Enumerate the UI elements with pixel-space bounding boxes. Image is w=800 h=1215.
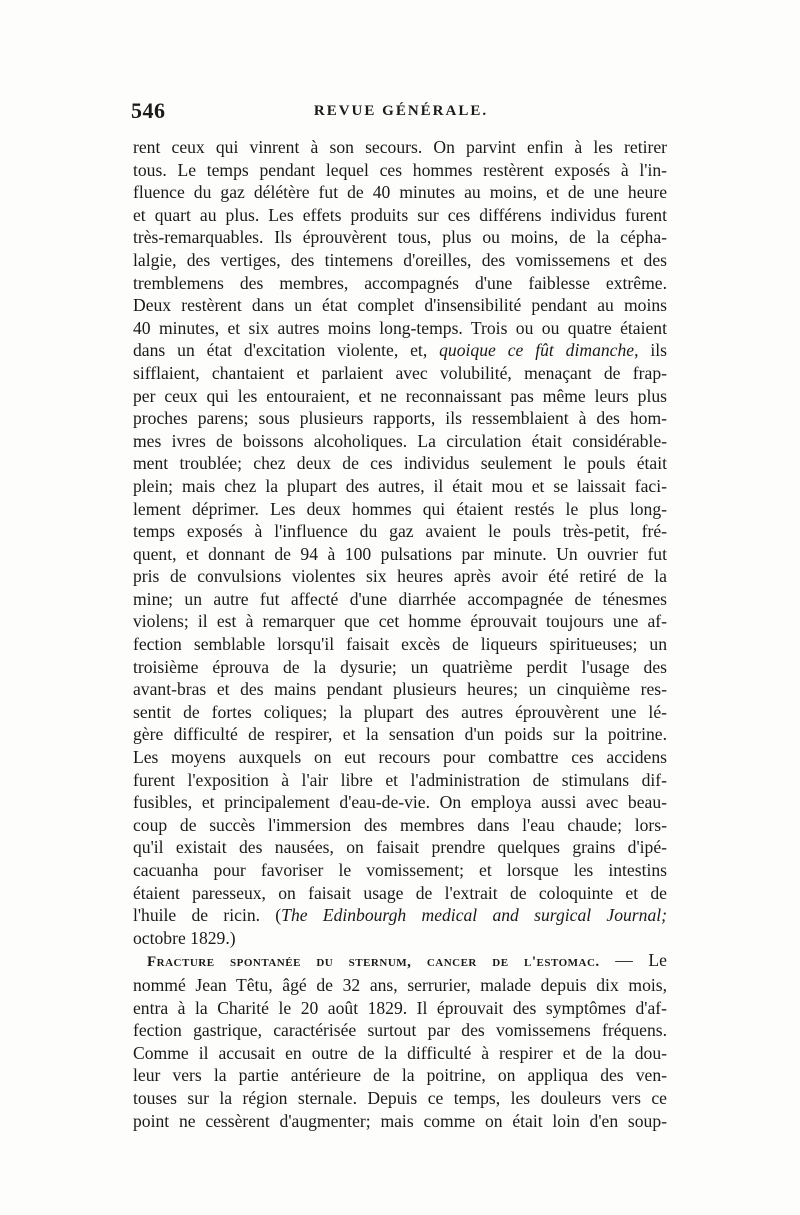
- text-line: temps exposés à l'influence du gaz avaient le pouls très-petit, fré-: [133, 521, 667, 542]
- text-line: fluence du gaz délétère fut de 40 minutes au moins, et de une heure: [133, 182, 667, 203]
- text-segment: — Le: [599, 950, 667, 971]
- text-line: 40 minutes, et six autres moins long-temps. Trois ou ou quatre étaient: [133, 317, 667, 338]
- text-line: tous. Le temps pendant lequel ces hommes restèrent exposés à l'in-: [133, 159, 667, 180]
- text-line: gère difficulté de respirer, et la sensation d'un poids sur la poitrine.: [133, 724, 667, 745]
- text-line: touses sur la région sternale. Depuis ce temps, les douleurs vers ce: [133, 1087, 667, 1108]
- text-segment: l'huile de ricin. (: [133, 905, 282, 926]
- text-line: sifflaient, chantaient et parlaient avec volubilité, menaçant de frap-: [133, 362, 667, 383]
- text-line: et quart au plus. Les effets produits sur ces différens individus furent: [133, 204, 667, 225]
- text-line: cacuanha pour favoriser le vomissement; et lorsque les intestins: [133, 860, 667, 880]
- page-number: 546: [131, 98, 166, 123]
- text-line: lement déprimer. Les deux hommes qui étaient restés le plus long-: [133, 498, 667, 519]
- text-line: fection semblable lorsqu'il faisait excès de liqueurs spiritueuses; un: [133, 634, 667, 655]
- text-line: mine; un autre fut affecté d'une diarrhée accompagnée de ténesmes: [133, 588, 667, 609]
- text-line: rent ceux qui vinrent à son secours. On parvint enfin à les retirer: [133, 137, 667, 157]
- text-line-with-citation: [133, 904, 667, 927]
- text-line-with-italic: [133, 339, 667, 362]
- italic-phrase: quoique ce fût dimanche: [439, 340, 635, 361]
- text-line: avant-bras et des mains pendant plusieurs heures; un cinquième res-: [133, 679, 667, 700]
- text-line: Deux restèrent dans un état complet d'insensibilité pendant au moins: [133, 295, 667, 316]
- text-line: troisième éprouva de la dysurie; un quatrième perdit l'usage des: [133, 656, 667, 677]
- text-line: point ne cessèrent d'augmenter; mais comme on était loin d'en soup-: [133, 1110, 667, 1131]
- text-line: per ceux qui les entouraient, et ne reconnaissant pas même leurs plus: [133, 385, 667, 406]
- text-line: très-remarquables. Ils éprouvèrent tous, plus ou moins, de la cépha-: [133, 227, 667, 248]
- text-line: Les moyens auxquels on eut recours pour combattre ces accidens: [133, 747, 667, 768]
- text-line: proches parens; sous plusieurs rapports, ils ressemblaient à des hom-: [133, 408, 667, 429]
- text-line: qu'il existait des nausées, on faisait prendre quelques grains d'ipé-: [133, 837, 667, 858]
- text-line: ment troublée; chez deux de ces individus seulement le pouls était: [133, 453, 667, 474]
- text-line: Comme il accusait en outre de la difficulté à respirer et de la dou-: [133, 1042, 667, 1063]
- body-text: [133, 136, 667, 1132]
- journal-citation: The Edinbourgh medical and surgical Journal;: [281, 905, 667, 926]
- text-line: mes ivres de boissons alcoholiques. La circulation était considérable-: [133, 430, 667, 451]
- text-line: furent l'exposition à l'air libre et l'administration de stimulans dif-: [133, 769, 667, 790]
- running-header: [131, 98, 671, 128]
- text-line: entra à la Charité le 20 août 1829. Il éprouvait des symptômes d'af-: [133, 997, 667, 1018]
- text-line: leur vers la partie antérieure de la poitrine, on appliqua des ven-: [133, 1065, 667, 1086]
- text-line: coup de succès l'immersion des membres dans l'eau chaude; lors-: [133, 814, 667, 835]
- text-line: nommé Jean Têtu, âgé de 32 ans, serrurier, malade depuis dix mois,: [133, 974, 667, 995]
- text-segment: dans un état d'excitation violente, et,: [133, 340, 440, 361]
- text-line: pris de convulsions violentes six heures après avoir été retiré de la: [133, 566, 667, 587]
- text-line: plein; mais chez la plupart des autres, il était mou et se laissait faci-: [133, 475, 667, 496]
- text-line: lalgie, des vertiges, des tintemens d'oreilles, des vomissemens et des: [133, 249, 667, 270]
- text-line: quent, et donnant de 94 à 100 pulsations par minute. Un ouvrier fut: [133, 543, 667, 564]
- text-line: fusibles, et principalement d'eau-de-vie. On employa aussi avec beau-: [133, 792, 667, 813]
- text-line: sentit de fortes coliques; la plupart des autres éprouvèrent une lé-: [133, 701, 667, 722]
- text-line: fection gastrique, caractérisée surtout par des vomissemens fréquens.: [133, 1020, 667, 1041]
- running-title: REVUE GÉNÉRALE.: [313, 103, 489, 119]
- text-line: tremblemens des membres, accompagnés d'une faiblesse extrême.: [133, 272, 667, 293]
- text-segment: , ils: [634, 340, 668, 361]
- text-line: étaient paresseux, on faisait usage de l'extrait de coloquinte et de: [133, 882, 667, 903]
- section-heading: Fracture spontanée du sternum, cancer de l'estomac.: [147, 954, 600, 971]
- section-heading-line: [133, 949, 667, 974]
- text-line: violens; il est à remarquer que cet homme éprouvait toujours une af-: [133, 611, 667, 632]
- text-line: octobre 1829.): [133, 927, 236, 948]
